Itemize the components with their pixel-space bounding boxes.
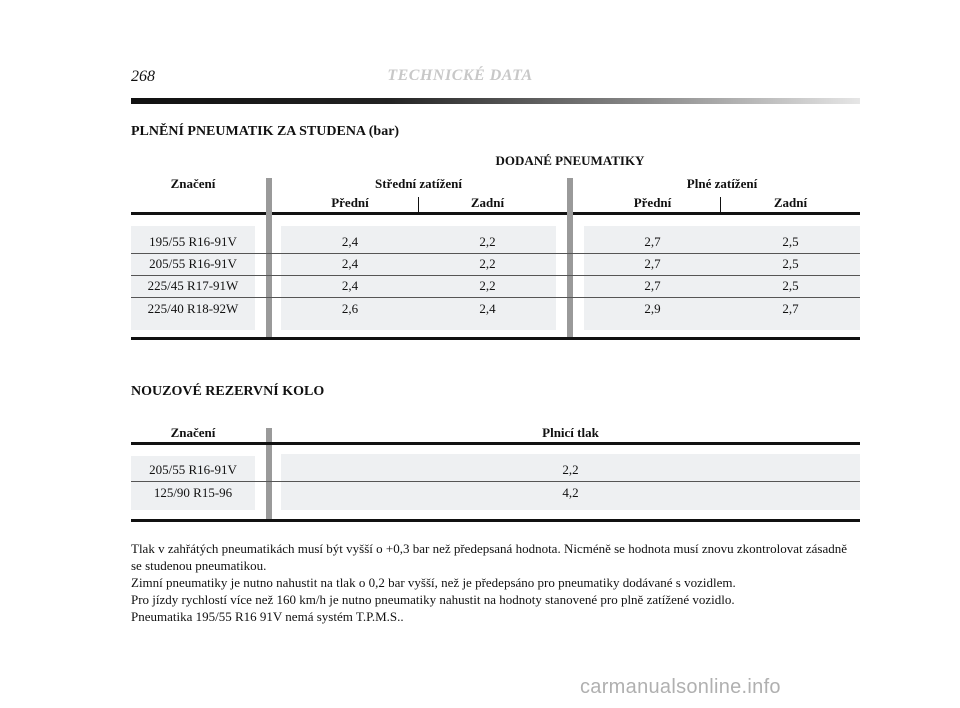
row-med-front: 2,6: [341, 301, 359, 316]
sub-front-full: Přední: [633, 195, 672, 210]
table2-title: NOUZOVÉ REZERVNÍ KOLO: [131, 384, 325, 399]
table2-top-rule: [131, 442, 860, 445]
col-marking-header: Značení: [170, 176, 216, 191]
row-full-front: 2,7: [644, 234, 661, 249]
header-rule: [131, 98, 860, 104]
row-full-rear: 2,5: [782, 278, 799, 293]
note-paragraph: Zimní pneumatiky je nutno nahustit na tlak o 0,2 bar vyšší, než je předepsáno pro pneumatiky dodávané s vozidlem.: [131, 575, 736, 590]
row-full-front: 2,7: [644, 256, 661, 271]
page-number: 268: [131, 68, 155, 85]
col-marking-header: Značení: [170, 425, 216, 440]
col-medium-load-header: Střední zatížení: [374, 176, 462, 191]
sub-front-medium: Přední: [331, 195, 369, 210]
row-pressure: 2,2: [562, 462, 579, 477]
sub-rear-full: Zadní: [773, 195, 808, 210]
table1-top-rule: [131, 212, 860, 215]
row-marking: 205/55 R16-91V: [149, 462, 237, 477]
table2-bottom-rule: [131, 519, 860, 522]
row-med-rear: 2,2: [479, 234, 496, 249]
table1-divider-bar: [266, 178, 272, 340]
sub-divider: [720, 197, 721, 213]
note-paragraph: Pro jízdy rychlostí více než 160 km/h je nutno pneumatiky nahustit na hodnoty stanovené pro plně zatížené vozidlo.: [131, 592, 735, 607]
col-full-load-header: Plné zatížení: [686, 176, 758, 191]
notes-block: [131, 540, 861, 625]
row-marking: 195/55 R16-91V: [149, 234, 237, 249]
row-med-front: 2,4: [341, 234, 359, 249]
row-med-rear: 2,4: [479, 301, 496, 316]
row-med-rear: 2,2: [479, 256, 496, 271]
row-med-front: 2,4: [341, 278, 359, 293]
row-med-rear: 2,2: [479, 278, 496, 293]
note-paragraph: Pneumatika 195/55 R16 91V nemá systém T.P.M.S..: [131, 609, 404, 624]
table1-title: PLNĚNÍ PNEUMATIK ZA STUDENA (bar): [131, 124, 400, 139]
table1-divider-bar: [567, 178, 573, 340]
watermark: carmanualsonline.info: [580, 676, 781, 698]
table1-group-header: DODANÉ PNEUMATIKY: [495, 153, 645, 168]
col-pressure-header: Plnicí tlak: [542, 425, 599, 440]
row-marking: 225/40 R18-92W: [147, 301, 239, 316]
sub-divider: [418, 197, 419, 213]
row-full-front: 2,9: [644, 301, 661, 316]
table1-bottom-rule: [131, 337, 860, 340]
row-full-front: 2,7: [644, 278, 661, 293]
section-heading: TECHNICKÉ DATA: [387, 67, 533, 84]
sub-rear-medium: Zadní: [470, 195, 505, 210]
row-full-rear: 2,5: [782, 234, 799, 249]
row-med-front: 2,4: [341, 256, 359, 271]
note-paragraph: Tlak v zahřátých pneumatikách musí být vyšší o +0,3 bar než předepsaná hodnota. Nicméně se hodnota musí znovu zkontrolovat zásadně se studenou pneumatikou.: [131, 541, 847, 573]
row-full-rear: 2,5: [782, 256, 799, 271]
row-marking: 205/55 R16-91V: [149, 256, 237, 271]
row-pressure: 4,2: [562, 485, 579, 500]
row-marking: 125/90 R15-96: [153, 485, 233, 500]
row-marking: 225/45 R17-91W: [147, 278, 239, 293]
row-full-rear: 2,7: [782, 301, 799, 316]
